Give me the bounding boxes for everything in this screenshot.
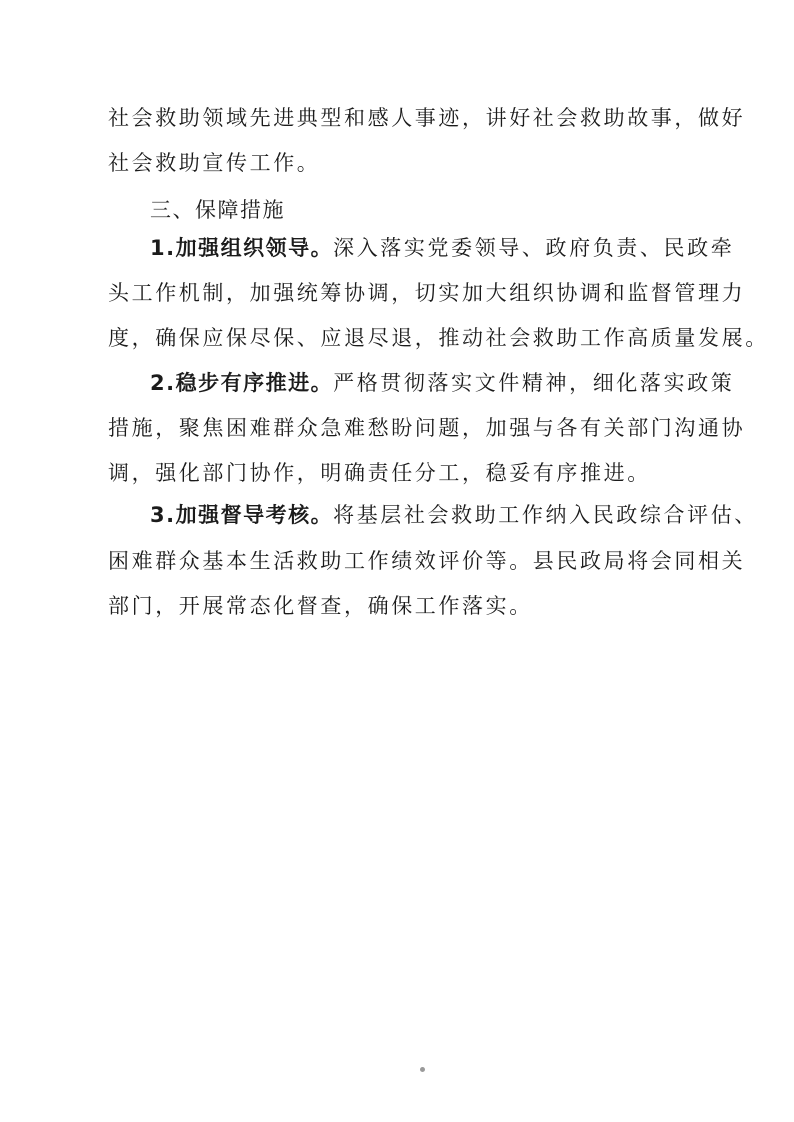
paragraph-line: 社会救助宣传工作。: [108, 151, 321, 175]
item-1-title: 1.加强组织领导。: [150, 236, 334, 260]
item-3-line-3: 部门，开展常态化督查，确保工作落实。: [108, 594, 533, 618]
item-3-first-line: [150, 500, 758, 530]
item-1-line-2: 头工作机制，加强统筹协调，切实加大组织协调和监督管理力: [108, 281, 746, 305]
paragraph-line: 社会救助领域先进典型和感人事迹，讲好社会救助故事，做好: [108, 106, 746, 130]
item-2-text: 严格贯彻落实文件精神，细化落实政策: [333, 371, 735, 395]
item-2-line-3: 调，强化部门协作，明确责任分工，稳妥有序推进。: [108, 461, 651, 485]
scan-speck: [420, 1067, 425, 1072]
item-2-first-line: [150, 368, 750, 398]
item-3-text: 将基层社会救助工作纳入民政综合评估、: [333, 503, 758, 527]
item-2-title: 2.稳步有序推进。: [150, 371, 334, 395]
item-1-text: 深入落实党委领导、政府负责、民政牵: [333, 236, 735, 260]
section-heading: 三、保障措施: [150, 198, 285, 222]
item-3-title: 3.加强督导考核。: [150, 503, 334, 527]
item-3-line-2: 困难群众基本生活救助工作绩效评价等。县民政局将会同相关: [108, 549, 746, 573]
item-2-line-2: 措施，聚焦困难群众急难愁盼问题，加强与各有关部门沟通协: [108, 416, 746, 440]
item-1-line-3: 度，确保应保尽保、应退尽退，推动社会救助工作高质量发展。: [108, 326, 769, 350]
item-1-first-line: [150, 233, 750, 263]
